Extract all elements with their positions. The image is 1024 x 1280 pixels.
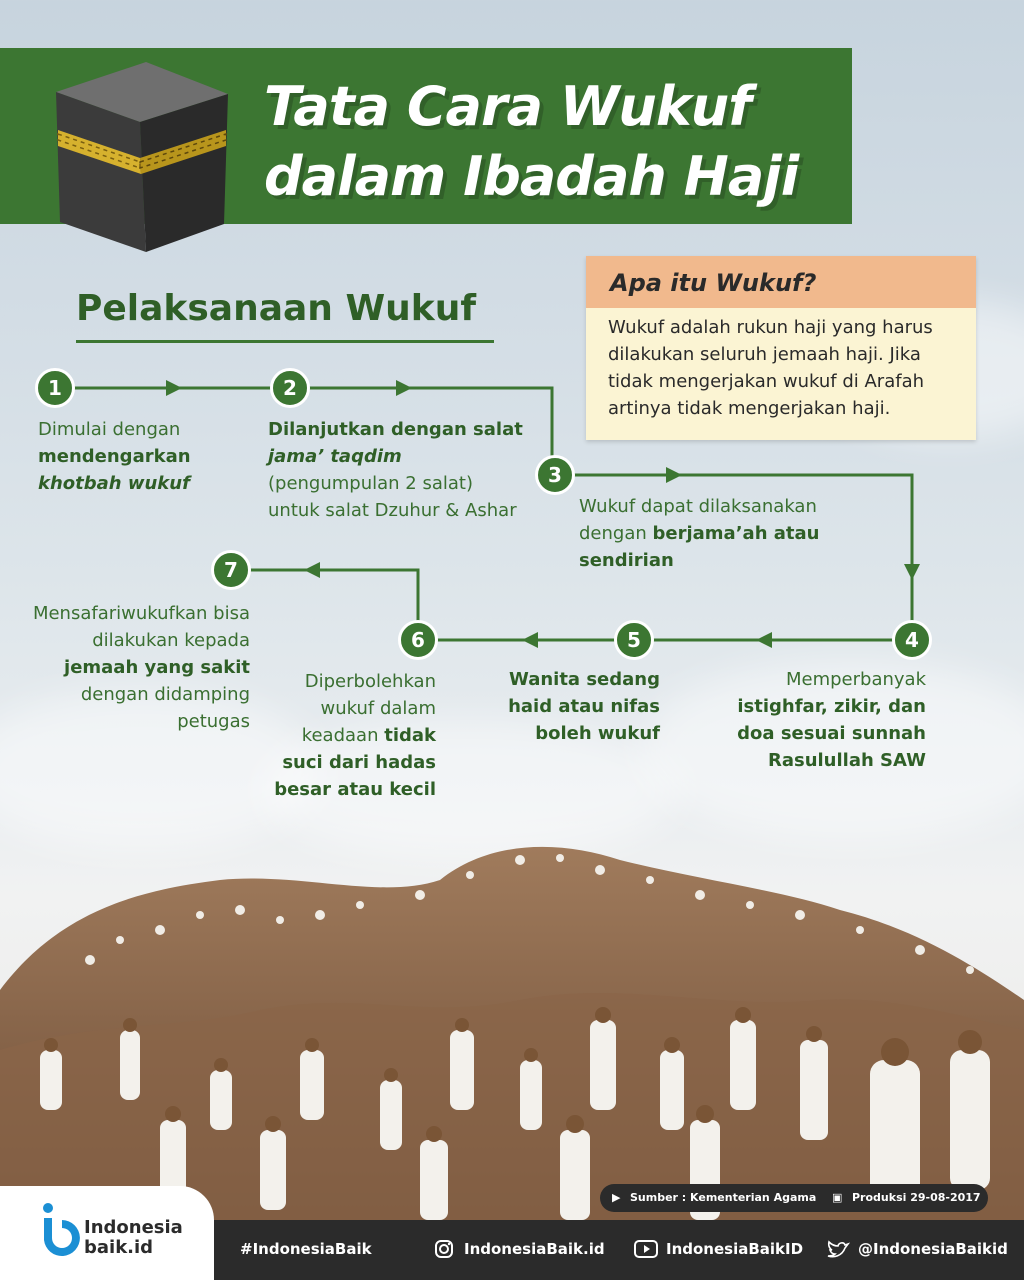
instagram-link[interactable]: IndonesiaBaik.id (464, 1240, 605, 1258)
info-heading: Apa itu Wukuf? (586, 256, 976, 308)
step-6-plain: Diperbolehkan wukuf dalam keadaan (301, 671, 436, 746)
logo-line-1: Indonesia (84, 1217, 183, 1238)
instagram-icon (434, 1239, 454, 1259)
step-1-plain: Dimulai dengan (38, 419, 181, 440)
step-2-plain-1: (pengumpulan 2 salat) (268, 473, 473, 494)
youtube-link[interactable]: IndonesiaBaikID (666, 1240, 804, 1258)
step-5-bold: Wanita sedang haid atau nifas boleh wukuf (508, 669, 660, 744)
section-title: Pelaksanaan Wukuf (76, 288, 477, 329)
hashtag-link[interactable]: #IndonesiaBaik (240, 1240, 372, 1258)
step-6-bold: tidak suci dari hadas besar atau kecil (274, 725, 436, 800)
logo-line-2: baik.id (84, 1237, 154, 1258)
calendar-icon: ▣ (832, 1191, 843, 1204)
step-6-text (268, 668, 436, 803)
info-body: Wukuf adalah rukun haji yang harus dilakukan seluruh jemaah haji. Jika tidak mengerjakan wukuf di Arafah artinya tidak mengerjakan haji. (608, 317, 933, 419)
title-line-1: Tata Cara Wukuf (264, 75, 751, 138)
step-4-bold: istighfar, zikir, dan doa sesuai sunnah Rasulullah SAW (737, 696, 926, 771)
step-5-text (498, 666, 660, 747)
step-4-plain: Memperbanyak (785, 669, 926, 690)
step-7-number: 7 (211, 550, 251, 590)
step-4-number: 4 (892, 620, 932, 660)
indonesia-baik-logo-icon (40, 1200, 80, 1260)
step-7-plain-1: Mensafariwukufkan bisa dilakukan kepada (32, 603, 250, 651)
step-7-plain-2: dengan didamping petugas (80, 684, 250, 732)
step-2-bold-italic: jama’ taqdim (268, 446, 402, 467)
source-text: Sumber : Kementerian Agama (630, 1191, 817, 1204)
step-1-text (38, 416, 258, 497)
step-2-bold: Dilanjutkan dengan salat (268, 419, 523, 440)
step-7-text (24, 600, 250, 735)
step-1-number: 1 (35, 368, 75, 408)
step-3-bold: berjama’ah atau sendirian (579, 523, 820, 571)
step-2-text (268, 416, 538, 524)
logo-text[interactable] (84, 1218, 183, 1258)
step-2-number: 2 (270, 368, 310, 408)
step-4-text (724, 666, 926, 774)
step-1-bold-italic: khotbah wukuf (38, 473, 190, 494)
step-6-number: 6 (398, 620, 438, 660)
step-3-text (579, 493, 849, 574)
source-icon: ▶ (612, 1191, 621, 1204)
youtube-icon (634, 1240, 658, 1258)
step-3-number: 3 (535, 455, 575, 495)
step-3-plain: Wukuf dapat dilaksanakan dengan (579, 496, 817, 544)
credits-pill (600, 1184, 988, 1212)
twitter-icon (826, 1240, 850, 1260)
step-7-bold: jemaah yang sakit (64, 657, 250, 678)
twitter-link[interactable]: @IndonesiaBaikid (858, 1240, 1008, 1258)
production-text: Produksi 29-08-2017 (852, 1191, 981, 1204)
title-line-2: dalam Ibadah Haji (264, 145, 799, 208)
step-1-bold: mendengarkan (38, 446, 191, 467)
step-5-number: 5 (614, 620, 654, 660)
mount-arafah-photo (0, 820, 1024, 1220)
step-2-plain-2: untuk salat Dzuhur & Ashar (268, 500, 517, 521)
